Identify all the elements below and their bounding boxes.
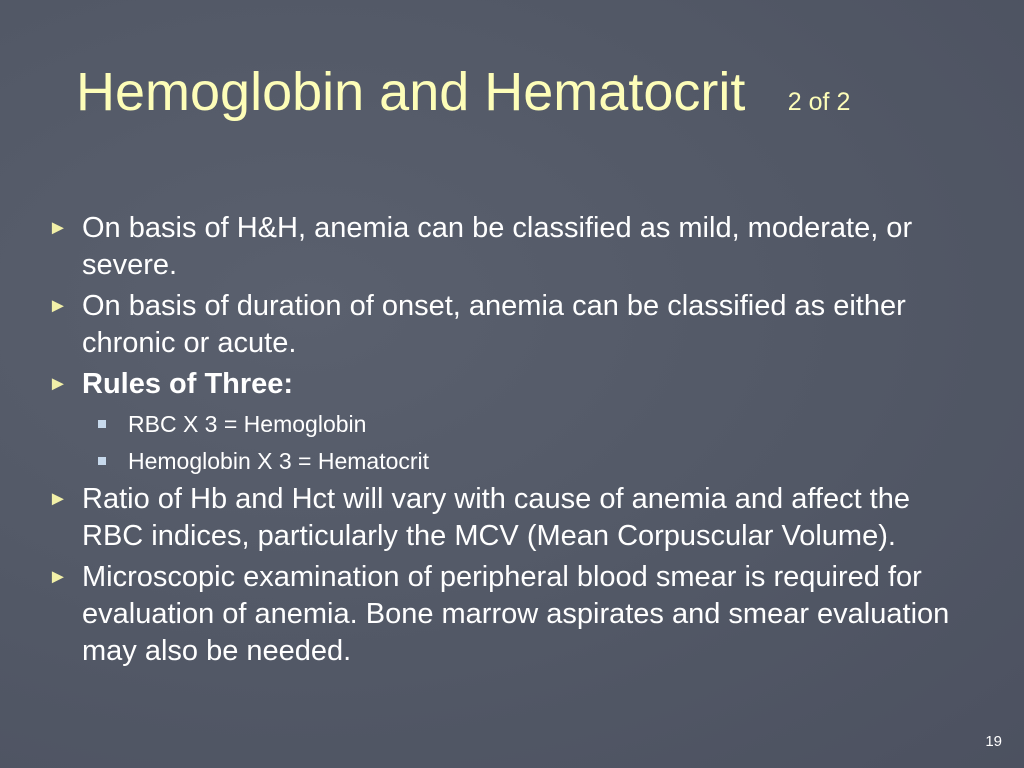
title-part-indicator: 2 of 2 <box>787 88 851 116</box>
square-bullet-icon <box>98 457 106 465</box>
bullet-text: On basis of H&H, anemia can be classified as mild, moderate, or severe. <box>82 212 913 281</box>
triangle-bullet-icon: ► <box>48 217 68 239</box>
sub-bullet-text: RBC X 3 = Hemoglobin <box>128 411 367 437</box>
sub-bullet-item <box>46 407 976 441</box>
slide-page-number: 19 <box>985 733 1002 750</box>
bullet-text: Ratio of Hb and Hct will vary with cause of anemia and affect the RBC indices, particularly the MCV (Mean Corpuscular Volume). <box>82 483 911 552</box>
triangle-bullet-icon: ► <box>48 566 68 588</box>
triangle-bullet-icon: ► <box>48 373 68 395</box>
square-bullet-icon <box>98 420 106 428</box>
bullet-item <box>46 210 976 284</box>
title-text: Hemoglobin and Hematocrit <box>76 62 746 122</box>
bullet-item <box>46 288 976 362</box>
sub-bullet-item <box>46 444 976 478</box>
bullet-text: Rules of Three: <box>82 368 294 400</box>
triangle-bullet-icon: ► <box>48 295 68 317</box>
slide-title <box>76 56 850 128</box>
bullet-text: On basis of duration of onset, anemia can be classified as either chronic or acute. <box>82 290 906 359</box>
triangle-bullet-icon: ► <box>48 488 68 510</box>
bullet-item <box>46 559 976 670</box>
bullet-item <box>46 481 976 555</box>
slide-body <box>46 210 976 674</box>
bullet-text: Microscopic examination of peripheral blood smear is required for evaluation of anemia. Bone marrow aspirates and smear evaluation may also be needed. <box>82 561 950 667</box>
sub-bullet-text: Hemoglobin X 3 = Hematocrit <box>128 448 430 474</box>
bullet-item-rules-heading <box>46 366 976 403</box>
